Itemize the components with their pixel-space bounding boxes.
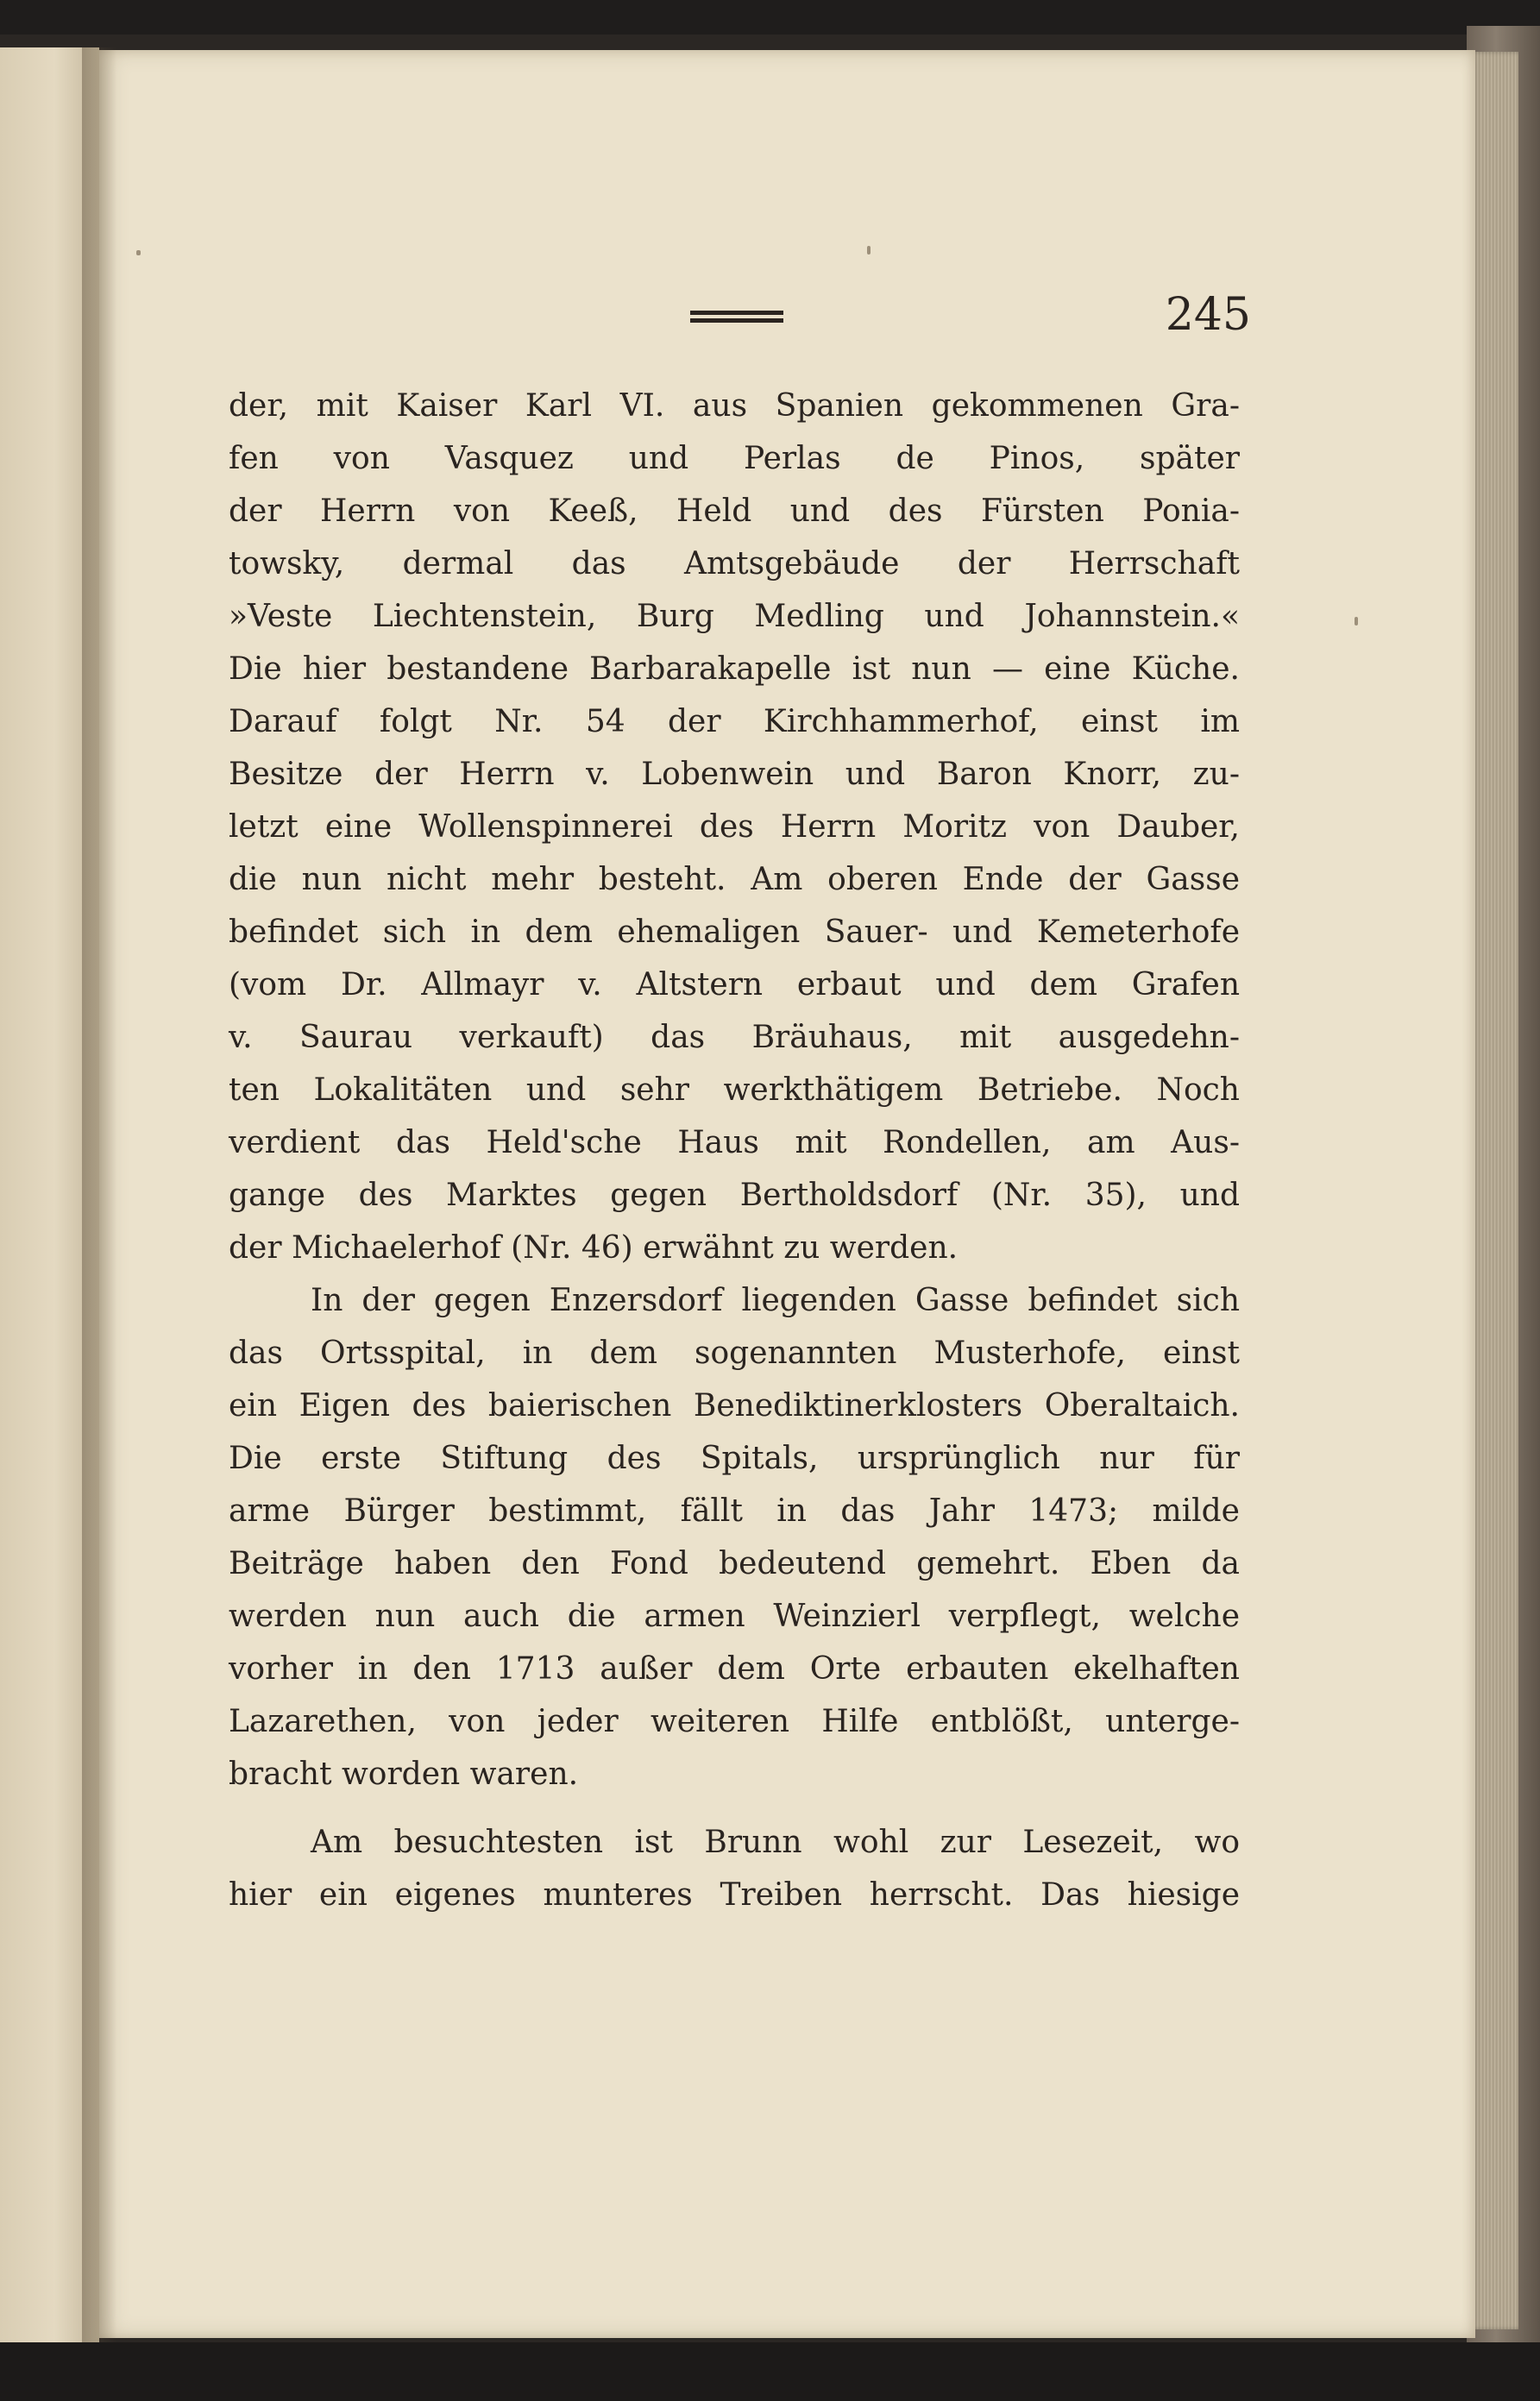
text-line: arme Bürger bestimmt, fällt in das Jahr 1473; milde	[229, 1493, 1240, 1529]
text-line: der Herrn von Keeß, Held und des Fürsten Ponia-	[229, 493, 1240, 529]
text-line: Beiträge haben den Fond bedeutend gemehrt. Eben da	[229, 1546, 1240, 1581]
paper-speck	[136, 250, 141, 255]
text-line: bracht worden waren.	[229, 1757, 579, 1792]
text-line: »Veste Liechtenstein, Burg Medling und Johannstein.«	[229, 599, 1240, 634]
text-line: Die hier bestandene Barbarakapelle ist nun — eine Küche.	[229, 651, 1240, 687]
page-edges	[1471, 52, 1518, 2329]
text-line: verdient das Held'sche Haus mit Rondellen, am Aus-	[229, 1125, 1240, 1160]
text-line: letzt eine Wollenspinnerei des Herrn Moritz von Dauber,	[229, 809, 1240, 845]
text-line: Die erste Stiftung des Spitals, ursprünglich nur für	[229, 1441, 1240, 1476]
text-line: vorher in den 1713 außer dem Orte erbauten ekelhaften	[229, 1651, 1240, 1687]
text-line: der Michaelerhof (Nr. 46) erwähnt zu werden.	[229, 1230, 959, 1266]
text-line: fen von Vasquez und Perlas de Pinos, später	[229, 441, 1240, 476]
text-line: das Ortsspital, in dem sogenannten Musterhofe, einst	[229, 1336, 1240, 1371]
text-line: towsky, dermal das Amtsgebäude der Herrschaft	[229, 546, 1240, 581]
text-line: ein Eigen des baierischen Benediktinerklosters Oberaltaich.	[229, 1388, 1240, 1424]
text-line: der, mit Kaiser Karl VI. aus Spanien gekommenen Gra-	[229, 388, 1240, 424]
text-line: die nun nicht mehr besteht. Am oberen Ende der Gasse	[229, 862, 1240, 897]
paper-speck	[867, 246, 871, 255]
scan-background-top	[0, 0, 1540, 35]
text-line: gange des Marktes gegen Bertholdsdorf (Nr. 35), und	[229, 1178, 1240, 1213]
scan-background-bottom	[0, 2342, 1540, 2401]
text-line: befindet sich in dem ehemaligen Sauer- und Kemeterhofe	[229, 915, 1240, 950]
text-line: Am besuchtesten ist Brunn wohl zur Lesezeit, wo	[311, 1825, 1240, 1860]
text-line: Darauf folgt Nr. 54 der Kirchhammerhof, einst im	[229, 704, 1240, 739]
text-line: hier ein eigenes munteres Treiben herrscht. Das hiesige	[229, 1877, 1240, 1913]
text-line: (vom Dr. Allmayr v. Altstern erbaut und dem Grafen	[229, 967, 1240, 1003]
text-line: Besitze der Herrn v. Lobenwein und Baron Knorr, zu-	[229, 757, 1240, 792]
text-line: Lazarethen, von jeder weiteren Hilfe entblößt, unterge-	[229, 1704, 1240, 1739]
text-line: v. Saurau verkauft) das Bräuhaus, mit ausgedehn-	[229, 1020, 1240, 1055]
header-rule	[690, 311, 783, 323]
text-line: werden nun auch die armen Weinzierl verpflegt, welche	[229, 1599, 1240, 1634]
text-line: In der gegen Enzersdorf liegenden Gasse befindet sich	[311, 1283, 1240, 1318]
text-line: ten Lokalitäten und sehr werkthätigem Betriebe. Noch	[229, 1072, 1240, 1108]
paper-speck	[1355, 617, 1358, 625]
body-text	[229, 380, 1240, 1921]
spine-shadow	[82, 47, 116, 2342]
page-number: 245	[1165, 289, 1251, 341]
